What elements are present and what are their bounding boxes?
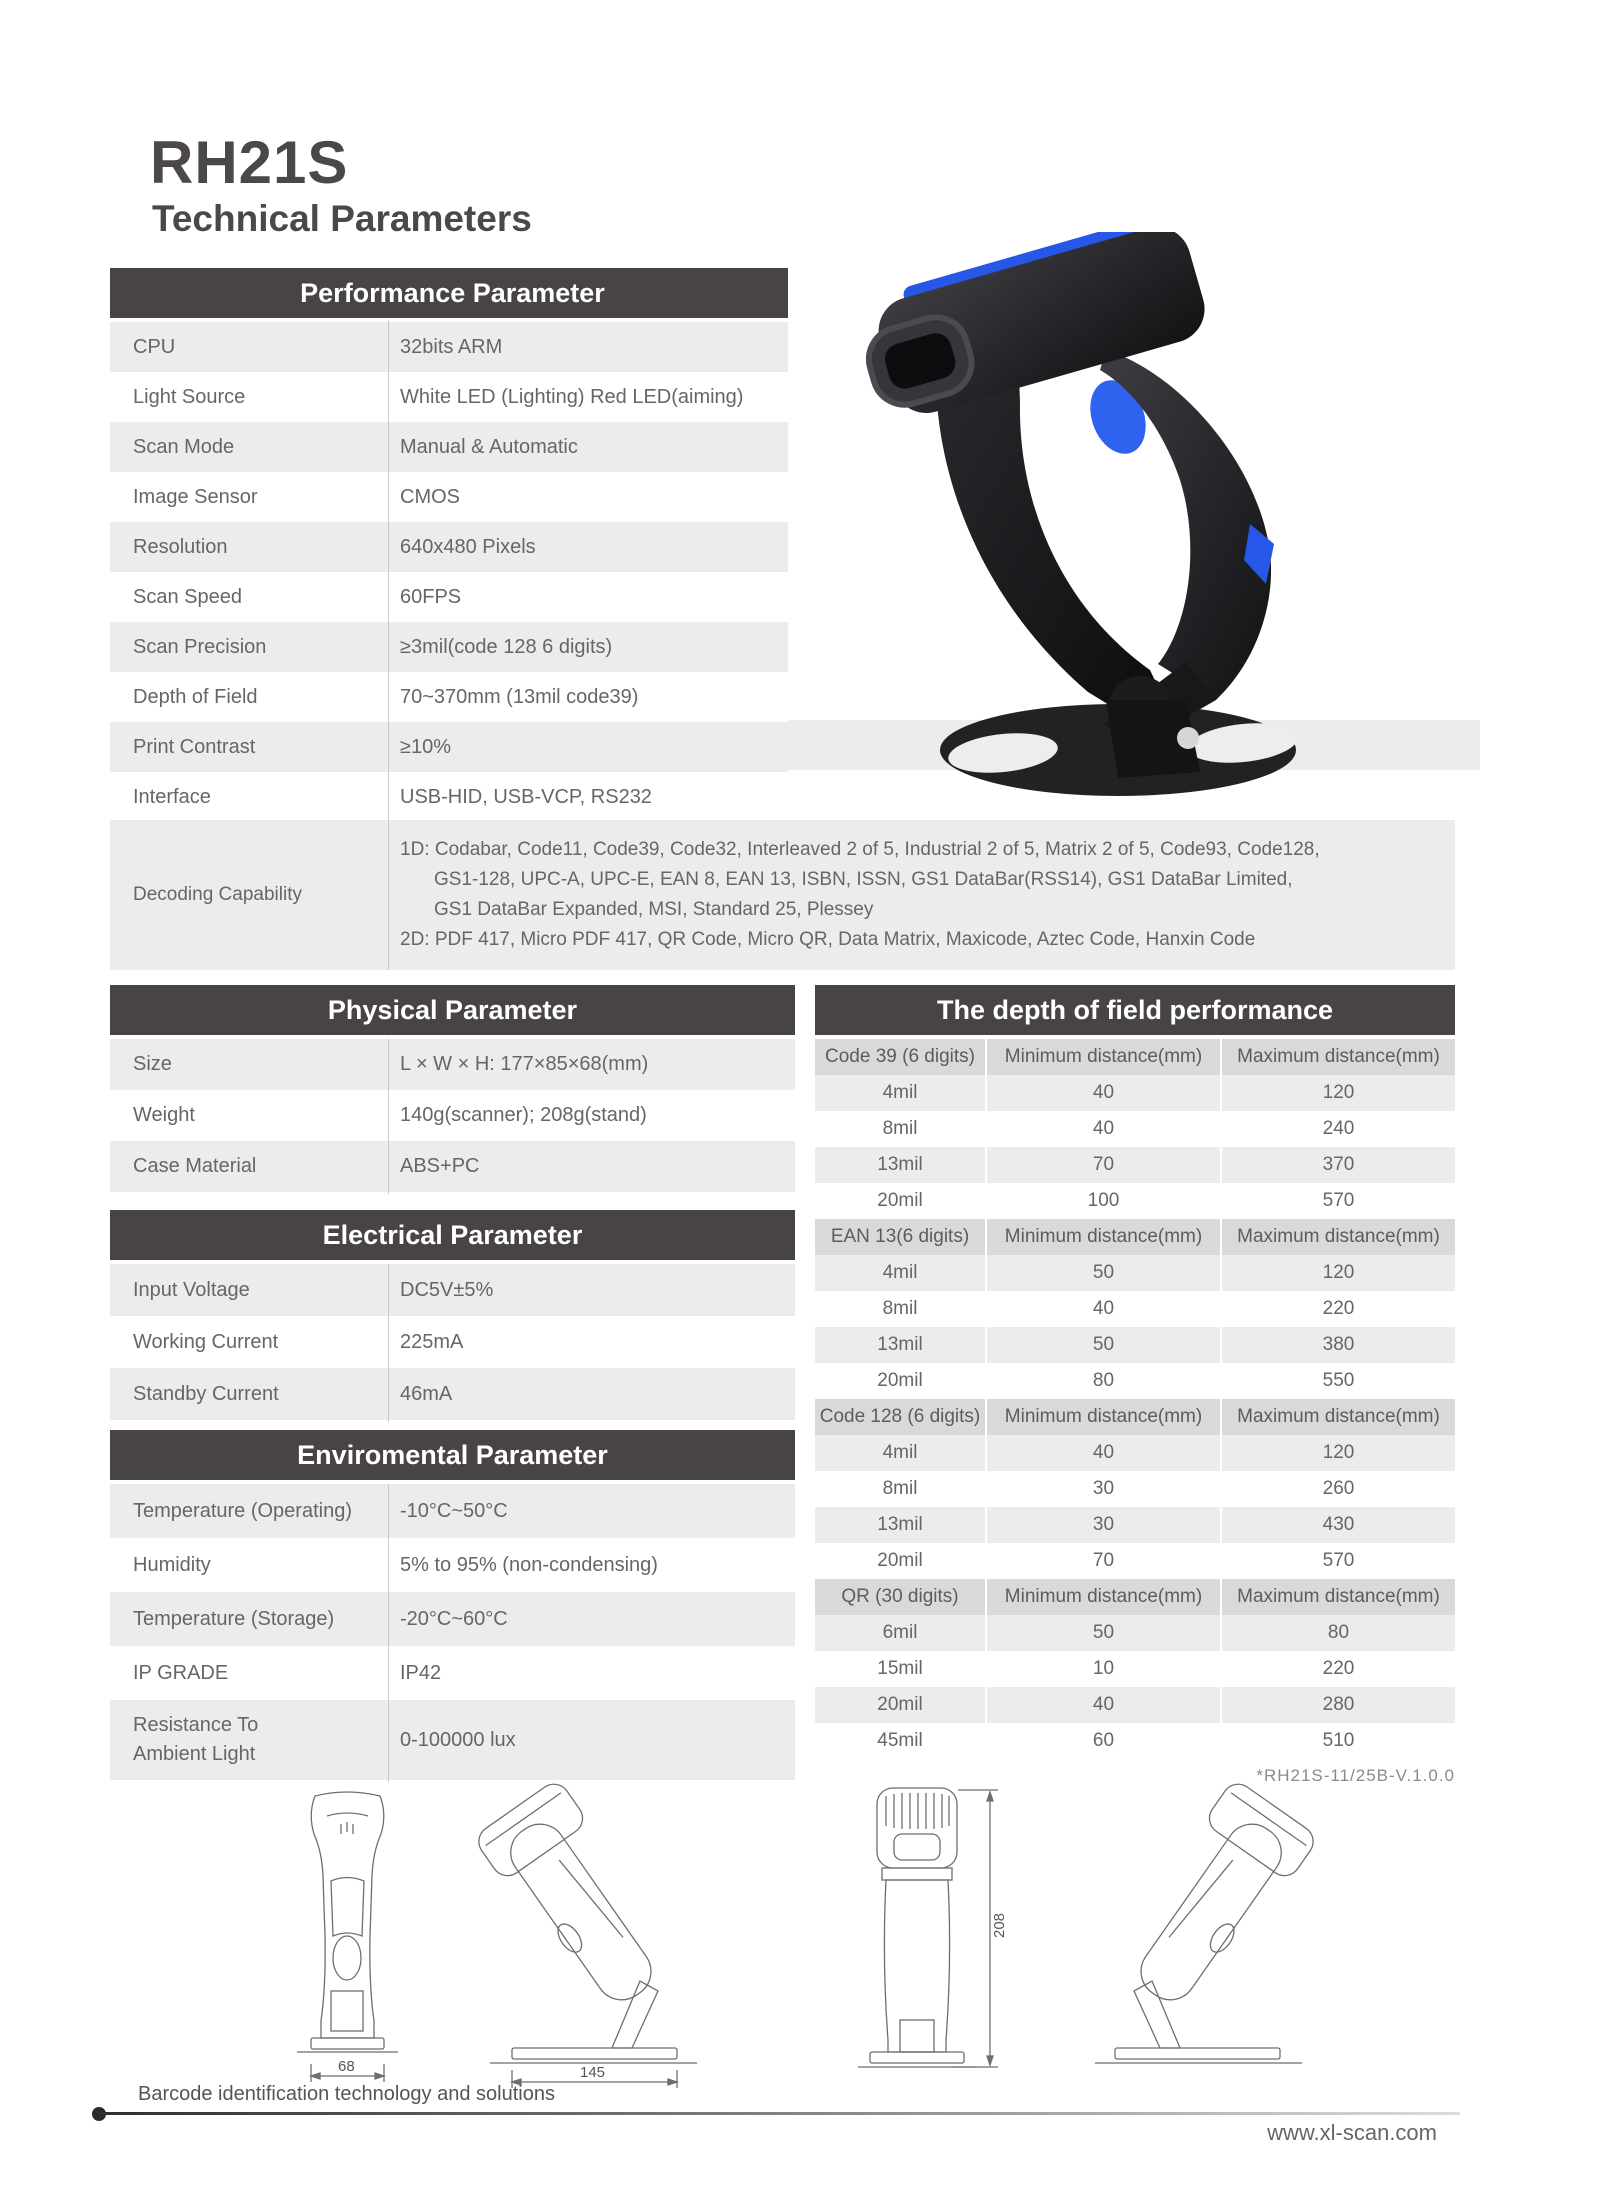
param-label: Scan Speed: [133, 585, 242, 608]
code-type: QR (30 digits): [841, 1586, 959, 1607]
param-value: Manual & Automatic: [400, 435, 578, 458]
table-row: 20mil 80 550: [815, 1363, 1455, 1399]
decoding-line: GS1 DataBar Expanded, MSI, Standard 25, Plessey: [434, 899, 874, 920]
param-value: CMOS: [400, 485, 460, 508]
section-header: Electrical Parameter: [110, 1210, 795, 1260]
param-value: DC5V±5%: [400, 1278, 494, 1301]
dimension-height: 208: [991, 1912, 1008, 1938]
table-row: 4mil 40 120: [815, 1435, 1455, 1471]
table-row: 13mil 70 370: [815, 1147, 1455, 1183]
table-row: [110, 1039, 795, 1090]
table-row: 20mil 40 280: [815, 1687, 1455, 1723]
table-row: [110, 1090, 795, 1141]
param-value: -10°C~50°C: [400, 1499, 508, 1522]
param-label: Image Sensor: [133, 485, 258, 508]
min-distance-header: Minimum distance(mm): [985, 1219, 1220, 1255]
param-label: Working Current: [133, 1330, 279, 1353]
technical-drawing-side-right: [1080, 1776, 1330, 2101]
param-value: ABS+PC: [400, 1155, 480, 1177]
param-value: 60FPS: [400, 585, 462, 608]
table-row: 8mil 30 260: [815, 1471, 1455, 1507]
section-header: Performance Parameter: [110, 268, 795, 318]
table-row: [110, 472, 795, 522]
param-value: L × W × H: 177×85×68(mm): [400, 1053, 649, 1075]
footer-divider-line: [99, 2112, 1460, 2115]
table-row: 4mil 40 120: [815, 1075, 1455, 1111]
table-row: 45mil 60 510: [815, 1723, 1455, 1759]
table-row: 8mil 40 220: [815, 1291, 1455, 1327]
table-row: [110, 1368, 795, 1420]
section-header: Physical Parameter: [110, 985, 795, 1035]
table-row: [110, 1141, 795, 1192]
table-row: 15mil 10 220: [815, 1651, 1455, 1687]
param-value: -20°C~60°C: [400, 1607, 508, 1630]
table-row: [110, 322, 795, 372]
table-row: 20mil 100 570: [815, 1183, 1455, 1219]
technical-drawing-front: [275, 1786, 420, 2101]
version-note: *RH21S-11/25B-V.1.0.0: [1256, 1766, 1455, 1785]
param-label: Weight: [133, 1104, 195, 1126]
max-distance-header: Maximum distance(mm): [1220, 1219, 1455, 1255]
page-subtitle: Technical Parameters: [152, 198, 532, 239]
footer-tagline: Barcode identification technology and solutions: [138, 2083, 555, 2105]
param-value: IP42: [400, 1661, 442, 1684]
param-value: 640x480 Pixels: [400, 535, 536, 558]
min-distance-header: Minimum distance(mm): [985, 1039, 1220, 1075]
min-distance-header: Minimum distance(mm): [985, 1579, 1220, 1615]
column-divider: [388, 320, 389, 970]
max-distance-header: Maximum distance(mm): [1220, 1399, 1455, 1435]
column-divider: [388, 1039, 389, 1194]
table-row: [110, 1538, 795, 1592]
param-label: Resolution: [133, 535, 228, 558]
table-row: 6mil 50 80: [815, 1615, 1455, 1651]
table-row: [110, 672, 795, 722]
table-row: 4mil 50 120: [815, 1255, 1455, 1291]
param-value: 5% to 95% (non-condensing): [400, 1553, 658, 1576]
column-divider: [388, 1484, 389, 1782]
table-row: [110, 572, 795, 622]
column-divider: [388, 1264, 389, 1422]
param-label: IP GRADE: [133, 1661, 229, 1684]
param-label: Light Source: [133, 385, 246, 408]
table-row: [110, 372, 795, 422]
min-distance-header: Minimum distance(mm): [985, 1399, 1220, 1435]
param-label: Temperature (Storage): [133, 1607, 335, 1630]
depth-of-field-table: [815, 985, 1455, 1759]
param-value: 140g(scanner); 208g(stand): [400, 1104, 647, 1126]
param-label: Scan Precision: [133, 635, 267, 658]
table-row: [110, 772, 795, 822]
param-label: Standby Current: [133, 1382, 279, 1405]
param-value: 0-100000 lux: [400, 1728, 516, 1751]
website-link[interactable]: www.xl-scan.com: [1267, 2120, 1437, 2145]
table-row: [110, 522, 795, 572]
param-value: ≥10%: [400, 735, 452, 758]
table-row: 8mil 40 240: [815, 1111, 1455, 1147]
section-header: The depth of field performance: [815, 985, 1455, 1035]
table-row: [110, 1484, 795, 1538]
param-label-text: Resistance To Ambient Light: [133, 1714, 259, 1765]
table-subheader-row: [815, 1579, 1455, 1615]
decoding-capability-row: [110, 820, 1455, 970]
table-row: [110, 1264, 795, 1316]
table-row: 20mil 70 570: [815, 1543, 1455, 1579]
param-value: 70~370mm (13mil code39): [400, 685, 639, 708]
param-label: Input Voltage: [133, 1278, 250, 1301]
dimension-width-side: 145: [580, 2064, 606, 2081]
technical-drawing-back: [822, 1780, 1022, 2105]
code-type: Code 39 (6 digits): [825, 1046, 975, 1067]
performance-table: [110, 268, 795, 822]
param-value: 46mA: [400, 1382, 453, 1405]
product-photo: [788, 232, 1480, 810]
table-subheader-row: [815, 1039, 1455, 1075]
technical-drawing-side: [462, 1776, 712, 2111]
table-row: 13mil 30 430: [815, 1507, 1455, 1543]
table-row: [110, 1646, 795, 1700]
dimension-width-front: 68: [338, 2058, 355, 2075]
param-label: Print Contrast: [133, 735, 256, 758]
param-value: 225mA: [400, 1330, 464, 1353]
param-label: Scan Mode: [133, 435, 235, 458]
param-value: 32bits ARM: [400, 335, 503, 358]
param-label: [110, 1711, 388, 1769]
max-distance-header: Maximum distance(mm): [1220, 1579, 1455, 1615]
param-value: ≥3mil(code 128 6 digits): [400, 635, 613, 658]
param-value: White LED (Lighting) Red LED(aiming): [400, 385, 744, 408]
table-row: 13mil 50 380: [815, 1327, 1455, 1363]
decoding-line: 2D: PDF 417, Micro PDF 417, QR Code, Micro QR, Data Matrix, Maxicode, Aztec Code, Hanxin Code: [400, 929, 1256, 950]
param-label: Temperature (Operating): [133, 1499, 352, 1522]
electrical-table: [110, 1210, 795, 1420]
table-row: [110, 1316, 795, 1368]
param-value: USB-HID, USB-VCP, RS232: [400, 785, 652, 808]
physical-table: [110, 985, 795, 1192]
section-header: Enviromental Parameter: [110, 1430, 795, 1480]
code-type: Code 128 (6 digits): [819, 1406, 981, 1427]
decoding-lines: [388, 820, 1455, 970]
table-row: [110, 722, 795, 772]
environmental-table: [110, 1430, 795, 1780]
table-subheader-row: [815, 1219, 1455, 1255]
param-label: Decoding Capability: [133, 884, 302, 906]
table-row: [110, 622, 795, 672]
max-distance-header: Maximum distance(mm): [1220, 1039, 1455, 1075]
page-title: RH21S: [150, 129, 349, 196]
table-row: [110, 1592, 795, 1646]
table-subheader-row: [815, 1399, 1455, 1435]
param-label: Depth of Field: [133, 685, 258, 708]
param-label: CPU: [133, 335, 176, 358]
param-label: Case Material: [133, 1155, 257, 1177]
decoding-line: 1D: Codabar, Code11, Code39, Code32, Interleaved 2 of 5, Industrial 2 of 5, Matrix 2 of 5, Code93, Code128,: [400, 839, 1320, 860]
param-label: Humidity: [133, 1553, 211, 1576]
table-row: [110, 422, 795, 472]
scanner-on-stand-image: [788, 232, 1480, 810]
table-row: [110, 1700, 795, 1780]
decoding-line: GS1-128, UPC-A, UPC-E, EAN 8, EAN 13, ISBN, ISSN, GS1 DataBar(RSS14), GS1 DataBar Limited,: [434, 869, 1293, 890]
param-label: Interface: [133, 785, 211, 808]
param-label: Size: [133, 1053, 172, 1075]
code-type: EAN 13(6 digits): [830, 1226, 970, 1247]
